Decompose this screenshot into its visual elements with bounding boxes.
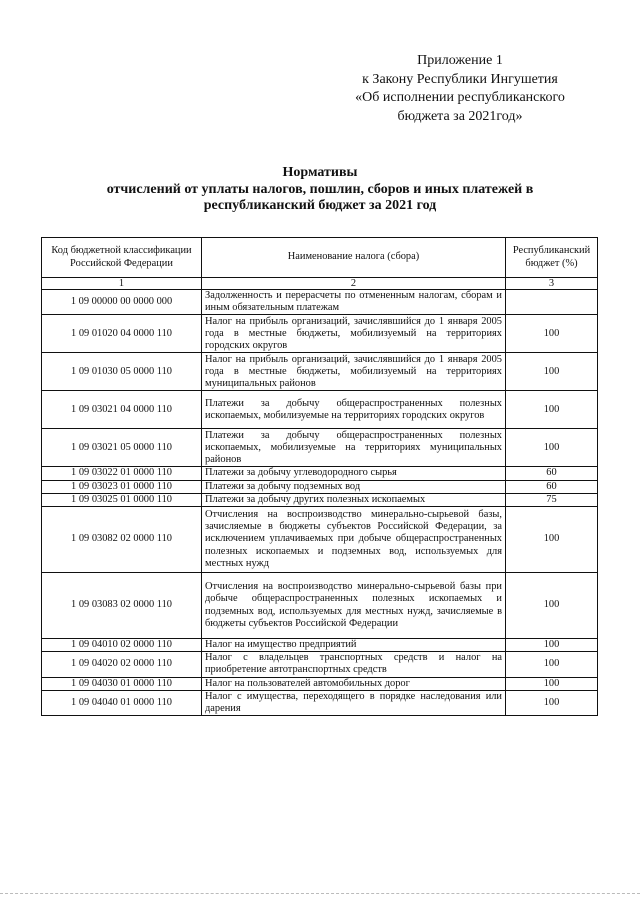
budget-percent-cell: 100 — [506, 391, 598, 429]
budget-percent-cell: 60 — [506, 480, 598, 493]
budget-percent-cell: 75 — [506, 493, 598, 506]
budget-code-cell: 1 09 03082 02 0000 110 — [42, 507, 202, 573]
column-number: 1 — [42, 278, 202, 290]
table-row — [42, 290, 598, 315]
budget-code-cell: 1 09 03021 05 0000 110 — [42, 429, 202, 467]
budget-percent-cell: 100 — [506, 429, 598, 467]
tax-name-cell: Налог на пользователей автомобильных дорог — [202, 677, 506, 690]
table-row — [42, 467, 598, 480]
table-row — [42, 573, 598, 639]
budget-code-cell: 1 09 04020 02 0000 110 — [42, 652, 202, 677]
appendix-line: Приложение 1 — [417, 53, 503, 68]
table-row — [42, 690, 598, 715]
tax-name-cell: Налог на прибыль организаций, зачислявшийся до 1 января 2005 года в местные бюджеты, мобилизуемый на территориях городских округов — [202, 315, 506, 353]
budget-percent-cell: 100 — [506, 652, 598, 677]
budget-code-cell: 1 09 03083 02 0000 110 — [42, 573, 202, 639]
budget-percent-cell: 100 — [506, 690, 598, 715]
budget-code-cell: 1 09 04010 02 0000 110 — [42, 639, 202, 652]
tax-name-cell: Налог с владельцев транспортных средств и налог на приобретение автотранспортных средств — [202, 652, 506, 677]
tax-name-cell: Платежи за добычу подземных вод — [202, 480, 506, 493]
tax-name-cell: Платежи за добычу углеводородного сырья — [202, 467, 506, 480]
document-title — [40, 165, 600, 215]
budget-code-cell: 1 09 04040 01 0000 110 — [42, 690, 202, 715]
table-row — [42, 493, 598, 506]
tax-name-cell: Платежи за добычу общераспространенных полезных ископаемых, мобилизуемые на территориях муниципальных районов — [202, 429, 506, 467]
norms-table — [41, 237, 598, 716]
header-code: Код бюджетной классификации Российской Федерации — [42, 238, 202, 278]
budget-code-cell: 1 09 03023 01 0000 110 — [42, 480, 202, 493]
budget-code-cell: 1 09 01020 04 0000 110 — [42, 315, 202, 353]
header-name: Наименование налога (сбора) — [202, 238, 506, 278]
budget-code-cell: 1 09 03025 01 0000 110 — [42, 493, 202, 506]
tax-name-cell: Налог на прибыль организаций, зачислявшийся до 1 января 2005 года в местные бюджеты, мобилизуемый на территориях муниципальных районов — [202, 353, 506, 391]
table-row — [42, 507, 598, 573]
table-row — [42, 315, 598, 353]
page-bottom-edge — [0, 893, 640, 897]
table-row — [42, 353, 598, 391]
header-budget: Республиканский бюджет (%) — [506, 238, 598, 278]
column-number: 3 — [506, 278, 598, 290]
title-line: Нормативы — [282, 165, 358, 180]
table-row — [42, 480, 598, 493]
budget-percent-cell: 100 — [506, 507, 598, 573]
budget-percent-cell: 100 — [506, 315, 598, 353]
budget-percent-cell: 100 — [506, 353, 598, 391]
tax-name-cell: Платежи за добычу других полезных ископаемых — [202, 493, 506, 506]
budget-code-cell: 1 09 01030 05 0000 110 — [42, 353, 202, 391]
table-row — [42, 391, 598, 429]
appendix-line: «Об исполнении республиканского — [355, 90, 565, 105]
budget-code-cell: 1 09 03021 04 0000 110 — [42, 391, 202, 429]
budget-code-cell: 1 09 03022 01 0000 110 — [42, 467, 202, 480]
tax-name-cell: Налог на имущество предприятий — [202, 639, 506, 652]
table-row — [42, 677, 598, 690]
budget-percent-cell: 100 — [506, 573, 598, 639]
budget-percent-cell: 100 — [506, 639, 598, 652]
budget-percent-cell: 60 — [506, 467, 598, 480]
table-header-row — [42, 238, 598, 278]
tax-name-cell: Налог с имущества, переходящего в порядке наследования или дарения — [202, 690, 506, 715]
budget-code-cell: 1 09 04030 01 0000 110 — [42, 677, 202, 690]
table-row — [42, 429, 598, 467]
column-number: 2 — [202, 278, 506, 290]
appendix-line: бюджета за 2021год» — [397, 108, 523, 124]
tax-name-cell: Отчисления на воспроизводство минерально-сырьевой базы, зачисляемые в бюджеты субъектов Российской Федерации, за исключением уплачиваемых при добыче общераспространенных полезных ископаемых и подземных вод, используемых для местных нужд — [202, 507, 506, 573]
tax-name-cell: Задолженность и перерасчеты по отмененным налогам, сборам и иным обязательным платежам — [202, 290, 506, 315]
tax-name-cell: Отчисления на воспроизводство минерально-сырьевой базы при добыче общераспространенных полезных ископаемых и подземных вод, используемых для местных нужд, зачисляемые в бюджеты субъектов Российской Федерации — [202, 573, 506, 639]
table-row — [42, 639, 598, 652]
budget-percent-cell: 100 — [506, 677, 598, 690]
budget-percent-cell — [506, 290, 598, 315]
title-line: отчислений от уплаты налогов, пошлин, сборов и иных платежей в — [106, 181, 534, 197]
tax-name-cell: Платежи за добычу общераспространенных полезных ископаемых, мобилизуемые на территориях городских округов — [202, 391, 506, 429]
appendix-heading — [330, 52, 590, 126]
budget-code-cell: 1 09 00000 00 0000 000 — [42, 290, 202, 315]
appendix-line: к Закону Республики Ингушетия — [362, 71, 558, 87]
column-number-row — [42, 278, 598, 290]
title-line: республиканский бюджет за 2021 год — [203, 198, 437, 213]
table-row — [42, 652, 598, 677]
